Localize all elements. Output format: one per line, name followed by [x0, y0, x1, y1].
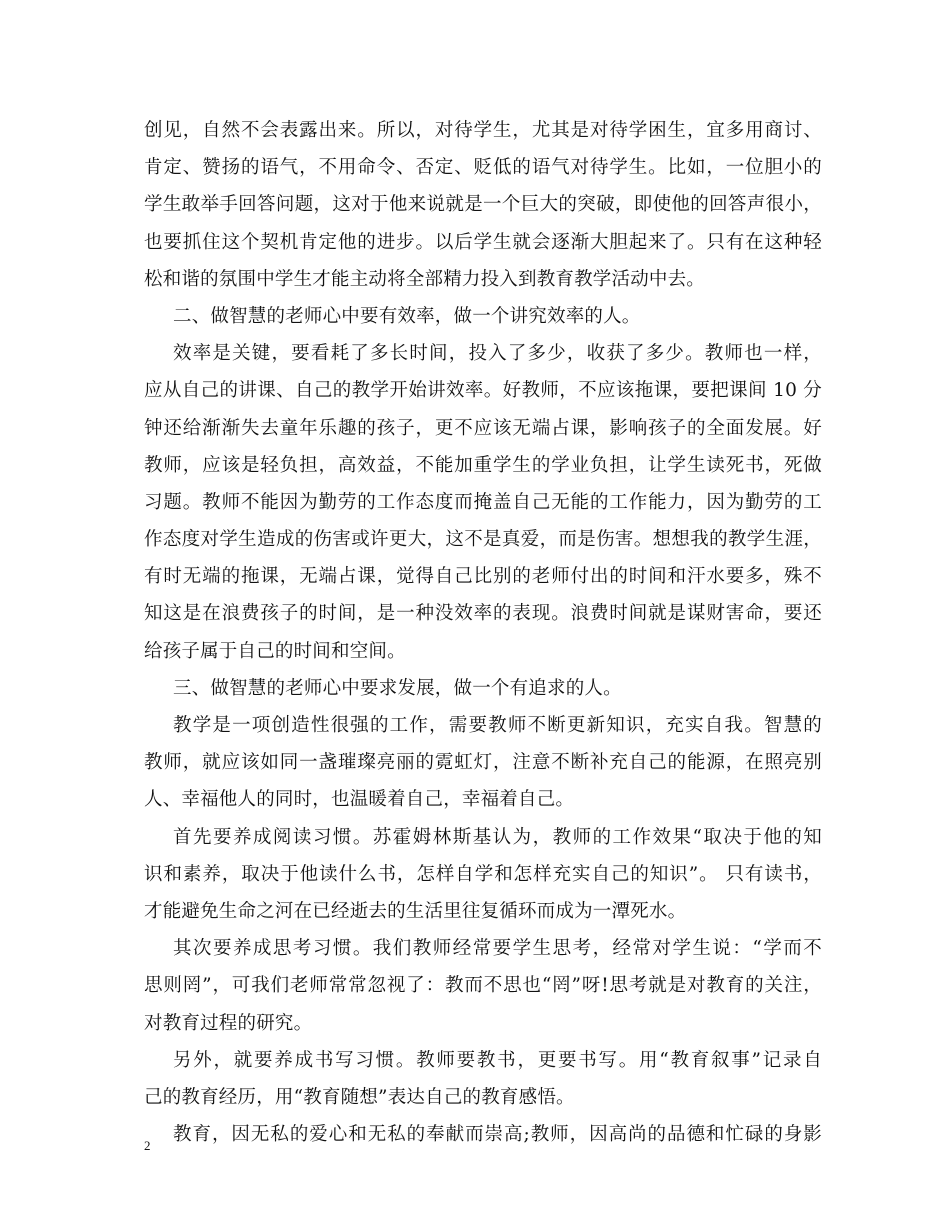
document-body [144, 112, 822, 1153]
text-line: 松和谐的氛围中学生才能主动将全部精力投入到教育教学活动中去。 [144, 268, 706, 290]
text-line: 己的教育经历，用“教育随想”表达自己的教育感悟。 [144, 1086, 575, 1108]
text-line: 知这是在浪费孩子的时间，是一种没效率的表现。浪费时间就是谋财害命，要还 [144, 603, 822, 625]
text-line: 肯定、赞扬的语气，不用命令、否定、贬低的语气对待学生。比如，一位胆小的 [144, 157, 822, 179]
text-line: 思则罔”，可我们老师常常忽视了：教而不思也“罔”呀!思考就是对教育的关注， [144, 975, 822, 997]
text-line: 教师，就应该如同一盏璀璨亮丽的霓虹灯，注意不断补充自己的能源，在照亮别 [144, 752, 822, 774]
text-line: 教育，因无私的爱心和无私的奉献而崇高;教师，因高尚的品德和忙碌的身影 [173, 1124, 822, 1146]
text-line: 教师，应该是轻负担，高效益，不能加重学生的学业负担，让学生读死书，死做 [144, 454, 822, 476]
text-line: 应从自己的讲课、自己的教学开始讲效率。好教师，不应该拖课，要把课间 10 分 [144, 380, 822, 402]
section-heading: 二、做智慧的老师心中要有效率，做一个讲究效率的人。 [173, 305, 641, 327]
text-line: 习题。教师不能因为勤劳的工作态度而掩盖自己无能的工作能力，因为勤劳的工 [144, 491, 822, 513]
text-line: 给孩子属于自己的时间和空间。 [144, 640, 406, 662]
text-line: 钟还给渐渐失去童年乐趣的孩子，更不应该无端占课，影响孩子的全面发展。好 [144, 417, 822, 439]
text-line: 才能避免生命之河在已经逝去的生活里往复循环而成为一潭死水。 [144, 900, 687, 922]
text-line: 作态度对学生造成的伤害或许更大，这不是真爱，而是伤害。想想我的教学生涯， [144, 529, 822, 551]
text-line: 教学是一项创造性很强的工作，需要教师不断更新知识，充实自我。智慧的 [173, 715, 822, 736]
text-line: 首先要养成阅读习惯。苏霍姆林斯基认为，教师的工作效果“取决于他的知 [173, 826, 822, 848]
text-line: 另外，就要养成书写习惯。教师要教书，更要书写。用“教育叙事”记录自 [173, 1049, 822, 1071]
text-line: 识和素养，取决于他读什么书，怎样自学和怎样充实自己的知识”。 只有读书， [144, 863, 822, 885]
text-line: 效率是关键，要看耗了多长时间，投入了多少，收获了多少。教师也一样， [173, 343, 822, 365]
section-heading: 三、做智慧的老师心中要求发展，做一个有追求的人。 [173, 677, 622, 699]
text-line: 对教育过程的研究。 [144, 1012, 313, 1034]
text-line: 学生敢举手回答问题，这对于他来说就是一个巨大的突破，即使他的回答声很小， [144, 194, 822, 216]
text-line: 有时无端的拖课，无端占课，觉得自己比别的老师付出的时间和汗水要多，殊不 [144, 566, 822, 588]
text-line: 其次要养成思考习惯。我们教师经常要学生思考，经常对学生说：“学而不 [173, 938, 822, 960]
text-line: 也要抓住这个契机肯定他的进步。以后学生就会逐渐大胆起来了。只有在这种轻 [144, 231, 822, 253]
text-line: 创见，自然不会表露出来。所以，对待学生，尤其是对待学困生，宜多用商讨、 [144, 120, 822, 141]
page-number: 2 [144, 1138, 151, 1153]
text-line: 人、幸福他人的同时，也温暖着自己，幸福着自己。 [144, 789, 575, 811]
